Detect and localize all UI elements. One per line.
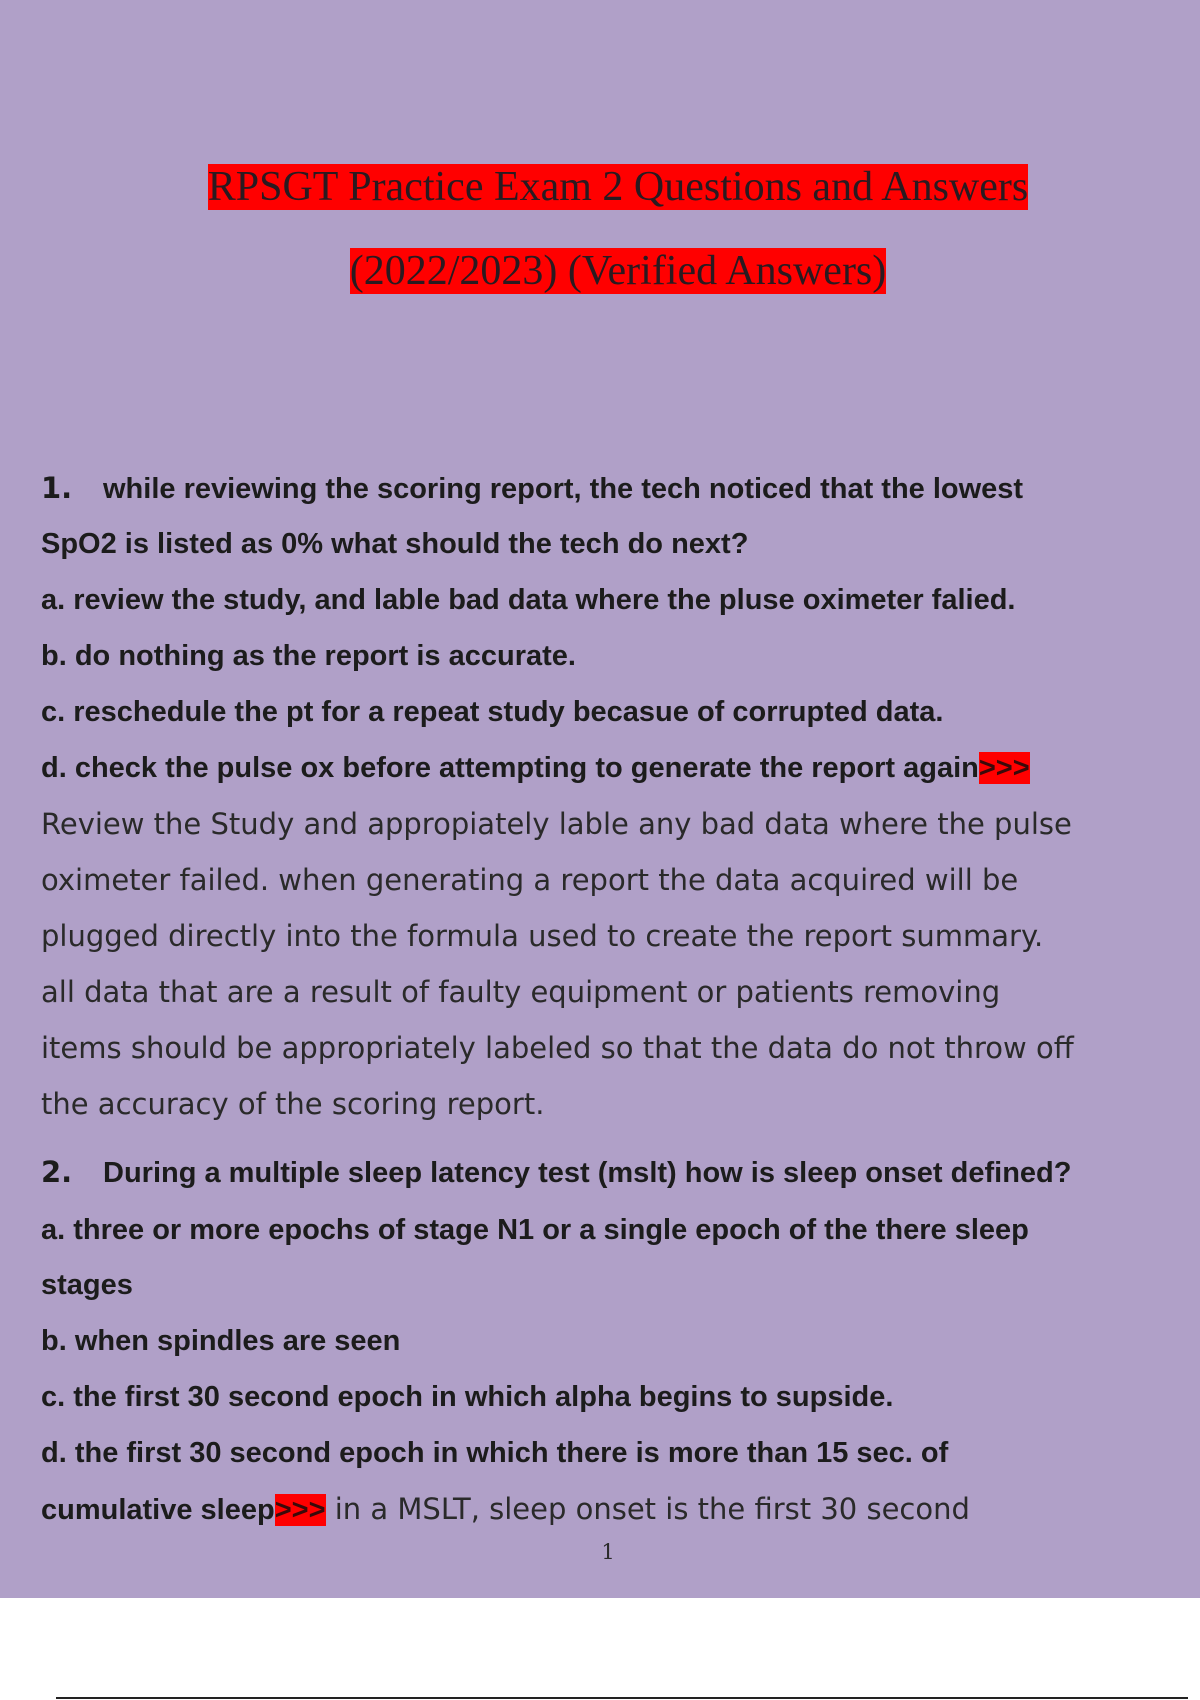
document-title-line-1 — [0, 160, 1200, 214]
question-2-number: 2. — [41, 1155, 73, 1189]
question-1-option-a: a. review the study, and lable bad data where the pluse oximeter falied. — [41, 584, 1016, 616]
question-2-option-d-line-1: d. the first 30 second epoch in which there is more than 15 sec. of — [41, 1437, 949, 1469]
page-divider — [56, 1697, 1188, 1699]
question-1-text-1: while reviewing the scoring report, the tech noticed that the lowest — [103, 473, 1024, 505]
question-2-option-d-text-2: cumulative sleep — [41, 1494, 275, 1526]
question-1-answer-line-1: Review the Study and appropiately lable any bad data where the pulse — [41, 807, 1072, 841]
answer-marker: >>> — [274, 1494, 326, 1526]
question-2-option-d-line-2 — [41, 1489, 970, 1530]
question-2-option-c: c. the first 30 second epoch in which alpha begins to supside. — [41, 1381, 894, 1413]
question-1-option-c: c. reschedule the pt for a repeat study becasue of corrupted data. — [41, 696, 944, 728]
title-line-1-text: RPSGT Practice Exam 2 Questions and Answers — [207, 164, 1029, 210]
document-title-line-2 — [0, 244, 1200, 298]
question-2-answer-start: in a MSLT, sleep onset is the first 30 second — [325, 1492, 970, 1526]
question-1-option-b: b. do nothing as the report is accurate. — [41, 640, 576, 672]
question-2-text-1: During a multiple sleep latency test (mslt) how is sleep onset defined? — [103, 1157, 1072, 1189]
question-2-option-a-line-2: stages — [41, 1269, 133, 1301]
answer-marker: >>> — [978, 752, 1030, 784]
question-1-number: 1. — [41, 471, 73, 505]
question-1-option-d — [41, 748, 1030, 788]
question-2-option-b: b. when spindles are seen — [41, 1325, 401, 1357]
question-2-option-a-line-1: a. three or more epochs of stage N1 or a single epoch of the there sleep — [41, 1214, 1029, 1246]
question-1-answer-line-4: all data that are a result of faulty equipment or patients removing — [41, 975, 1001, 1009]
question-1-answer-line-6: the accuracy of the scoring report. — [41, 1087, 545, 1121]
question-1-line-2: SpO2 is listed as 0% what should the tech do next? — [41, 528, 749, 560]
question-2-line-1 — [41, 1152, 1071, 1193]
question-1-line-1 — [41, 468, 1023, 509]
question-1-option-d-text: d. check the pulse ox before attempting to generate the report again — [41, 752, 979, 784]
question-1-answer-line-2: oximeter failed. when generating a report the data acquired will be — [41, 863, 1019, 897]
title-line-2-text: (2022/2023) (Verified Answers) — [349, 248, 887, 294]
question-1-answer-line-5: items should be appropriately labeled so that the data do not throw off — [41, 1031, 1074, 1065]
page-number: 1 — [601, 1540, 615, 1564]
question-1-answer-line-3: plugged directly into the formula used to create the report summary. — [41, 919, 1044, 953]
